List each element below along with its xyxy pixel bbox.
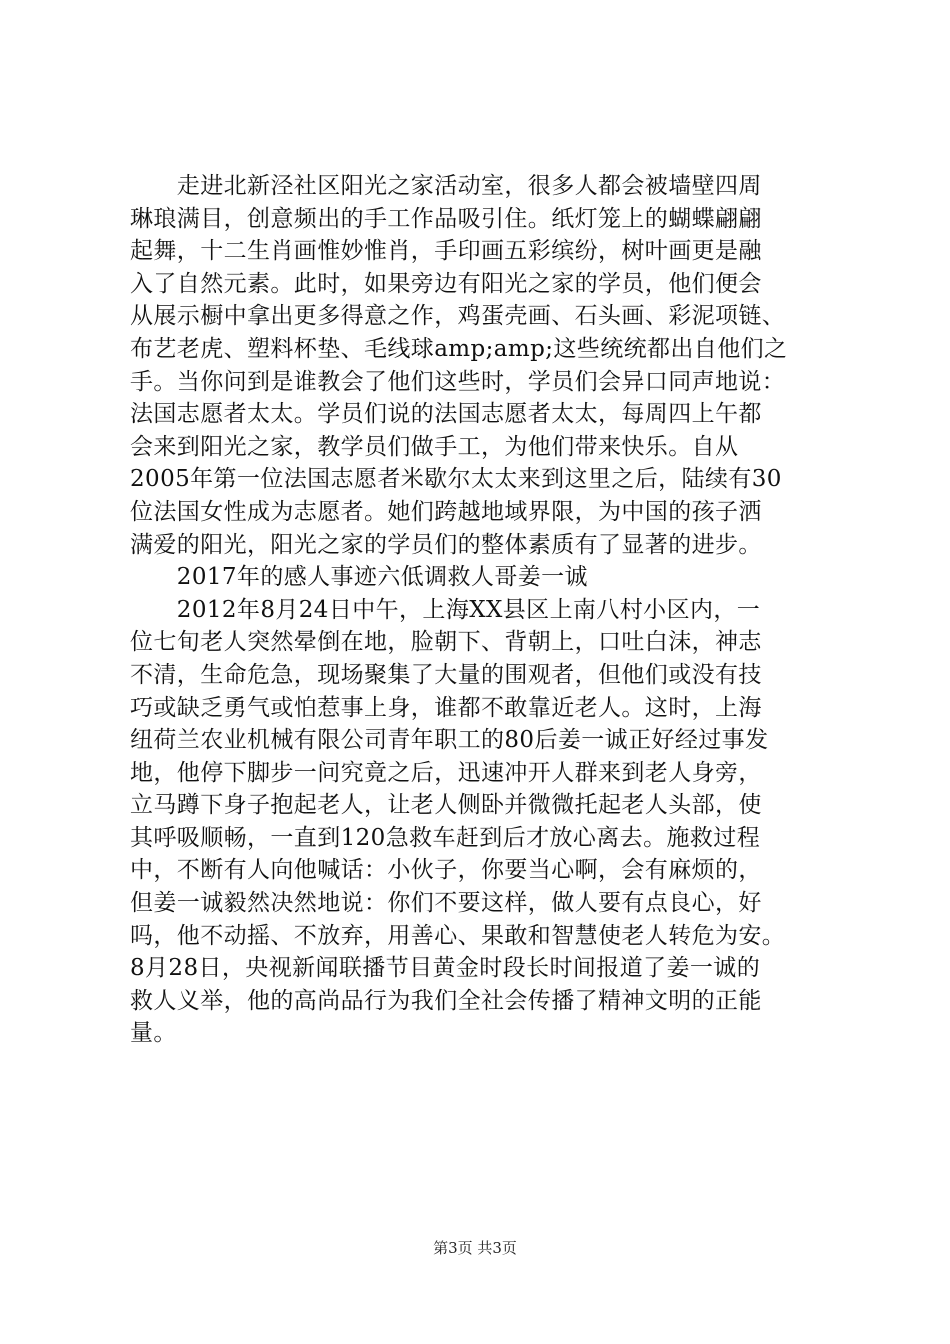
text-line: 吗，他不动摇、不放弃，用善心、果敢和智慧使老人转危为安。 (130, 922, 786, 949)
text-line: 纽荷兰农业机械有限公司青年职工的80后姜一诚正好经过事发 (130, 727, 769, 754)
text-line: 从展示橱中拿出更多得意之作，鸡蛋壳画、石头画、彩泥项链、 (130, 303, 786, 330)
text-line: 中，不断有人向他喊话：小伙子，你要当心啊，会有麻烦的， (130, 857, 762, 884)
text-line: 地，他停下脚步一问究竟之后，迅速冲开人群来到老人身旁， (130, 759, 762, 786)
text-line: 满爱的阳光，阳光之家的学员们的整体素质有了显著的进步。 (130, 531, 762, 558)
text-line: 巧或缺乏勇气或怕惹事上身，谁都不敢靠近老人。这时，上海 (130, 694, 762, 721)
text-line: 入了自然元素。此时，如果旁边有阳光之家的学员，他们便会 (130, 270, 762, 297)
text-line: 布艺老虎、塑料杯垫、毛线球amp;amp;这些统统都出自他们之 (130, 335, 788, 362)
text-line: 2012年8月24日中午，上海XX县区上南八村小区内，一 (130, 596, 761, 623)
text-line: 其呼吸顺畅，一直到120急救车赶到后才放心离去。施救过程 (130, 824, 761, 851)
text-line: 法国志愿者太太。学员们说的法国志愿者太太，每周四上午都 (130, 401, 762, 428)
text-line: 琳琅满目，创意频出的手工作品吸引住。纸灯笼上的蝴蝶翩翩 (130, 205, 762, 232)
text-line: 但姜一诚毅然决然地说：你们不要这样，做人要有点良心，好 (130, 890, 762, 917)
text-line: 走进北新泾社区阳光之家活动室，很多人都会被墙壁四周 (130, 173, 762, 199)
text-line: 手。当你问到是谁教会了他们这些时，学员们会异口同声地说： (130, 368, 786, 395)
text-line: 位七旬老人突然晕倒在地，脸朝下、背朝上，口吐白沫，神志 (130, 629, 762, 656)
text-line: 会来到阳光之家，教学员们做手工，为他们带来快乐。自从 (130, 433, 739, 460)
text-line: 立马蹲下身子抱起老人，让老人侧卧并微微托起老人头部，使 (130, 792, 762, 819)
text-line: 救人义举，他的高尚品行为我们全社会传播了精神文明的正能 (130, 987, 762, 1014)
text-line: 位法国女性成为志愿者。她们跨越地域界限，为中国的孩子洒 (130, 498, 762, 525)
text-line: 不清，生命危急，现场聚集了大量的围观者，但他们或没有技 (130, 661, 762, 688)
text-line: 起舞，十二生肖画惟妙惟肖，手印画五彩缤纷，树叶画更是融 (130, 238, 762, 265)
text-line: 量。 (130, 1020, 177, 1047)
section-heading: 2017年的感人事迹六低调救人哥姜一诚 (130, 564, 588, 591)
page-number-footer: 第3页 共3页 (433, 1239, 517, 1257)
body-text (130, 170, 830, 1050)
text-line: 2005年第一位法国志愿者米歇尔太太来到这里之后，陆续有30 (130, 466, 782, 493)
text-line: 8月28日，央视新闻联播节目黄金时段长时间报道了姜一诚的 (130, 955, 761, 982)
